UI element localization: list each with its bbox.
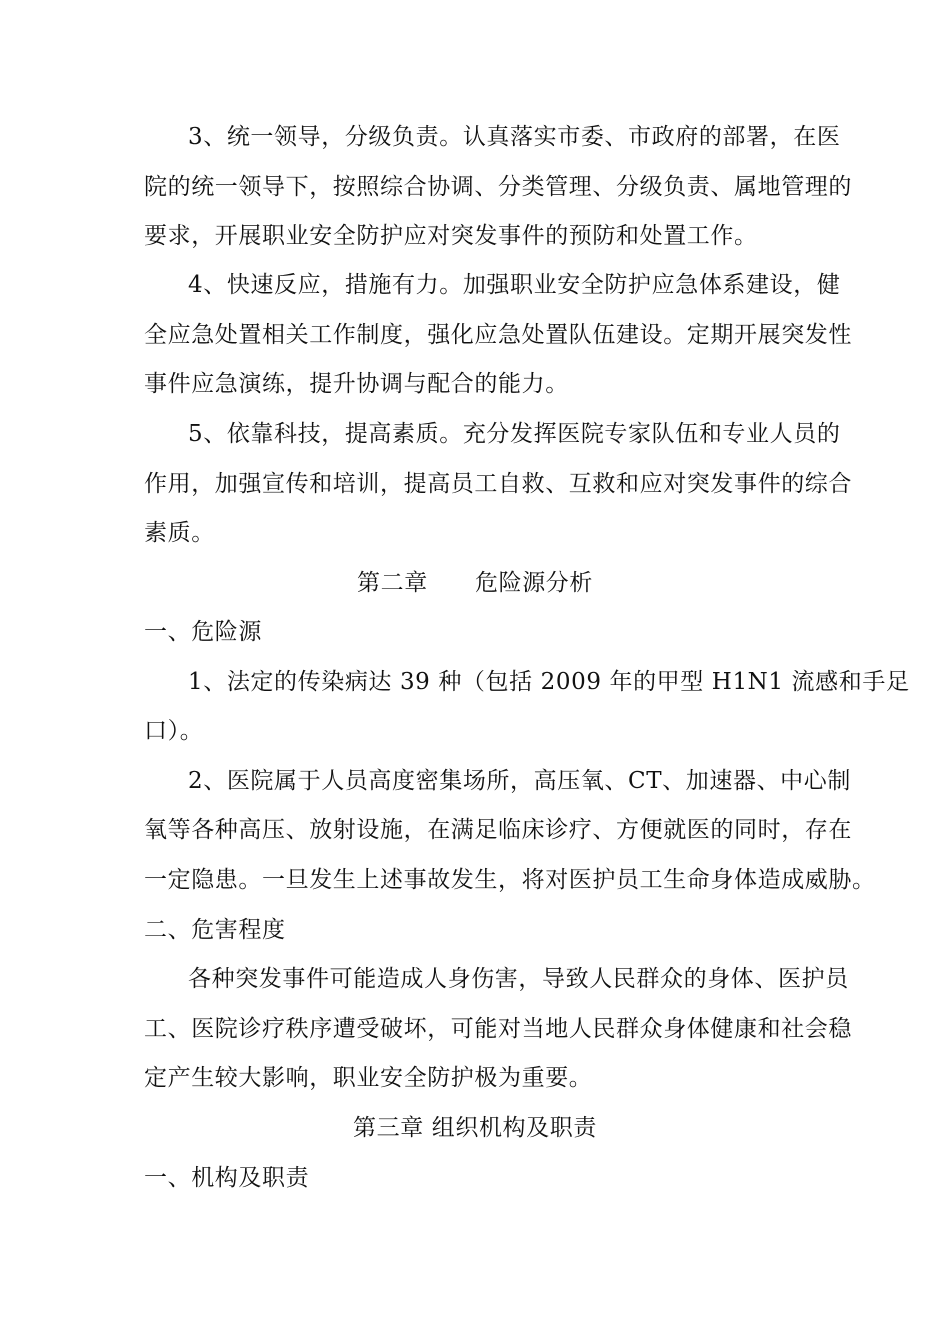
paragraph-line: 3、统一领导，分级负责。认真落实市委、市政府的部署，在医 [188, 124, 841, 150]
paragraph-line: 院的统一领导下，按照综合协调、分类管理、分级负责、属地管理的 [144, 174, 852, 200]
chapter-heading: 第二章 危险源分析 [357, 570, 593, 596]
paragraph-line: 氧等各种高压、放射设施，在满足临床诊疗、方便就医的同时，存在 [144, 817, 852, 843]
section-heading: 一、机构及职责 [144, 1165, 310, 1191]
section-heading: 一、危险源 [144, 619, 262, 645]
paragraph-line: 定产生较大影响，职业安全防护极为重要。 [144, 1065, 593, 1091]
paragraph-line: 2、医院属于人员高度密集场所，高压氧、CT、加速器、中心制 [188, 768, 851, 794]
paragraph-line: 工、医院诊疗秩序遭受破坏，可能对当地人民群众身体健康和社会稳 [144, 1016, 852, 1042]
section-heading: 二、危害程度 [144, 917, 286, 943]
paragraph-line: 要求，开展职业安全防护应对突发事件的预防和处置工作。 [144, 223, 758, 249]
paragraph-line: 全应急处置相关工作制度，强化应急处置队伍建设。定期开展突发性 [144, 322, 852, 348]
paragraph-line: 4、快速反应，措施有力。加强职业安全防护应急体系建设，健 [188, 272, 841, 298]
paragraph-line: 1、法定的传染病达 39 种（包括 2009 年的甲型 H1N1 流感和手足 [188, 669, 910, 695]
paragraph-line: 5、依靠科技，提高素质。充分发挥医院专家队伍和专业人员的 [188, 421, 841, 447]
paragraph-line: 口）。 [144, 718, 204, 744]
paragraph-line: 一定隐患。一旦发生上述事故发生，将对医护员工生命身体造成威胁。 [144, 867, 876, 893]
paragraph-line: 事件应急演练，提升协调与配合的能力。 [144, 371, 569, 397]
paragraph-line: 各种突发事件可能造成人身伤害，导致人民群众的身体、医护员 [188, 966, 849, 992]
paragraph-line: 素质。 [144, 520, 215, 546]
paragraph-line: 作用，加强宣传和培训，提高员工自救、互救和应对突发事件的综合 [144, 471, 852, 497]
chapter-heading: 第三章 组织机构及职责 [353, 1115, 597, 1141]
